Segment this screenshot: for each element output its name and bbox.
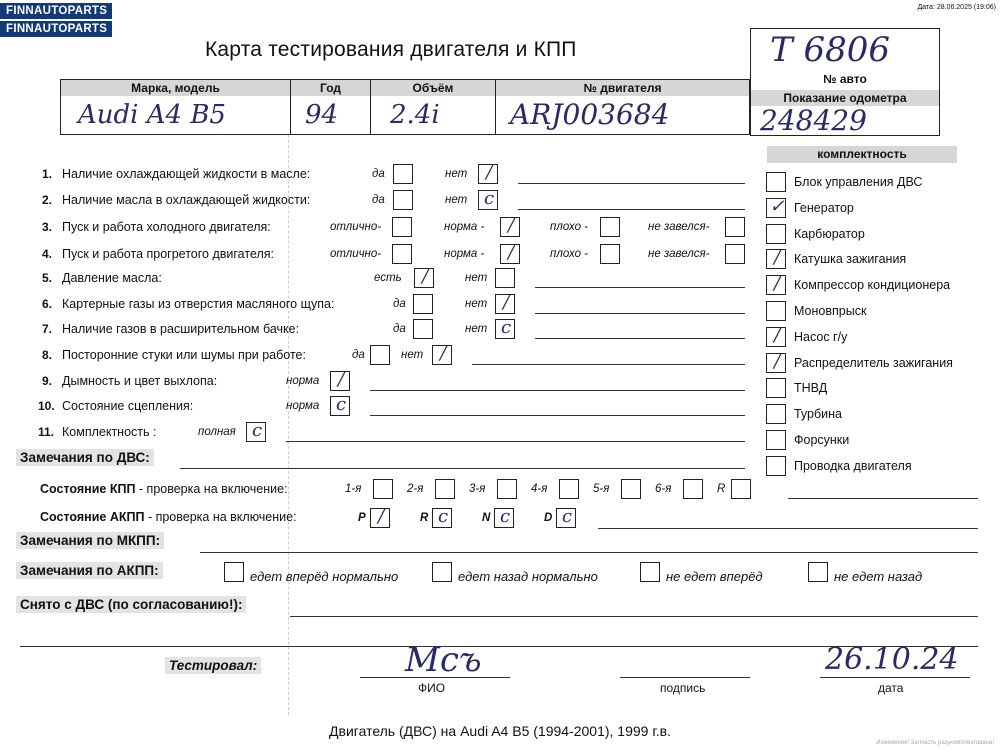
answer-line <box>370 415 745 416</box>
kit-checkbox[interactable] <box>766 301 786 321</box>
year-value: 94 <box>305 100 339 130</box>
kit-checkbox[interactable] <box>766 456 786 476</box>
gear-label: 1-я <box>345 483 362 495</box>
divider <box>370 79 371 135</box>
kit-mark: / <box>773 273 781 295</box>
option-label: да <box>393 323 406 335</box>
remarks-dvs-label: Замечания по ДВС: <box>16 449 154 466</box>
answer-line <box>535 313 745 314</box>
question-number: 4. <box>42 247 53 261</box>
gear-checkbox[interactable] <box>497 479 517 499</box>
question-number: 5. <box>42 271 53 285</box>
gear-checkbox[interactable] <box>683 479 703 499</box>
option-label: норма <box>286 375 320 387</box>
kit-checkbox[interactable] <box>766 430 786 450</box>
gear-label: 6-я <box>655 483 672 495</box>
question-number: 8. <box>42 348 53 362</box>
gear-checkbox[interactable] <box>373 479 393 499</box>
date-stamp: Дата: 28.06.2025 (19:06) <box>917 4 996 11</box>
option-label: плохо - <box>550 248 588 260</box>
kit-item-label: ТНВД <box>794 381 828 396</box>
answer-checkbox[interactable] <box>725 217 745 237</box>
akpp-option-checkbox[interactable] <box>224 562 244 582</box>
kit-item-label: Моновпрыск <box>794 304 867 318</box>
akpp-option-checkbox[interactable] <box>432 562 452 582</box>
question-number: 3. <box>42 220 53 234</box>
kpp-line <box>788 498 978 499</box>
question-text: Давление масла: <box>62 271 162 285</box>
kit-checkbox[interactable] <box>766 378 786 398</box>
signature-name: Мсъ <box>405 640 482 680</box>
sign-caption: подпись <box>660 681 706 695</box>
kit-item-label: Насос г/у <box>794 329 848 344</box>
divider <box>495 79 496 135</box>
option-label: плохо - <box>550 221 588 233</box>
kit-checkbox[interactable] <box>766 224 786 244</box>
question-text: Наличие масла в охлаждающей жидкости: <box>62 193 311 207</box>
kit-mark: ✓ <box>769 195 785 217</box>
question-number: 9. <box>42 374 53 388</box>
remarks-dvs-line <box>180 468 745 469</box>
kpp-label-bold: Состояние КПП <box>40 482 136 496</box>
answer-line <box>472 364 745 365</box>
option-label: нет <box>465 298 488 310</box>
form-title: Карта тестирования двигателя и КПП <box>205 38 577 61</box>
answer-mark: c <box>500 317 512 338</box>
remarks-mkpp-line <box>200 552 978 553</box>
gear-label: 3-я <box>469 483 486 495</box>
option-label: отлично- <box>330 248 382 260</box>
answer-checkbox[interactable] <box>600 217 620 237</box>
option-label: да <box>352 349 365 361</box>
col-model: Марка, модель <box>61 80 290 96</box>
kit-mark: / <box>773 324 781 346</box>
question-text: Комплектность : <box>62 425 157 439</box>
gear-label: 5-я <box>593 483 610 495</box>
akpp-option-label: едет вперёд нормально <box>250 569 399 584</box>
auto-number-label: № авто <box>751 71 939 87</box>
kit-item-label: Генератор <box>794 200 854 215</box>
akpp-gear-label: R <box>420 512 429 524</box>
kit-item-label: Турбина <box>794 407 842 422</box>
question-number: 1. <box>42 167 53 181</box>
option-label: полная <box>198 426 236 438</box>
question-text: Состояние сцепления: <box>62 399 194 413</box>
option-label: есть <box>374 272 402 284</box>
akpp-option-checkbox[interactable] <box>808 562 828 582</box>
date-line <box>820 677 970 678</box>
akpp-gear-label: D <box>544 512 553 524</box>
akpp-option-label: едет назад нормально <box>458 569 598 584</box>
gear-checkbox[interactable] <box>731 479 751 499</box>
col-volume: Объём <box>371 80 495 96</box>
kpp-label <box>40 482 288 496</box>
gear-checkbox[interactable] <box>559 479 579 499</box>
remarks-mkpp-label: Замечания по МКПП: <box>16 532 164 549</box>
answer-checkbox[interactable] <box>392 217 412 237</box>
question-number: 2. <box>42 193 53 207</box>
question-text: Пуск и работа прогретого двигателя: <box>62 247 274 261</box>
removed-label: Снято с ДВС (по согласованию!): <box>16 596 246 613</box>
answer-checkbox[interactable] <box>393 190 413 210</box>
akpp-option-checkbox[interactable] <box>640 562 660 582</box>
watermark: Изменение! Запчасть разукомплектована! <box>876 740 994 746</box>
question-number: 6. <box>42 297 53 311</box>
volume-value: 2.4i <box>390 100 440 130</box>
kit-mark: / <box>773 350 781 372</box>
answer-checkbox[interactable] <box>370 345 390 365</box>
option-label: нет <box>401 349 424 361</box>
fio-line <box>360 677 510 678</box>
akpp-option-label: не едет вперёд <box>666 569 763 584</box>
answer-line <box>518 183 745 184</box>
question-text: Посторонние стуки или шумы при работе: <box>62 348 306 362</box>
akpp-gear-mark: / <box>377 506 385 527</box>
option-label: норма - <box>444 221 485 233</box>
option-label: не завелся- <box>648 248 710 260</box>
gear-label: 2-я <box>407 483 424 495</box>
akpp-label-bold: Состояние АКПП <box>40 510 145 524</box>
kit-item-label: Карбюратор <box>794 226 865 241</box>
kit-item-label: Форсунки <box>794 433 850 447</box>
kit-item-label: Распределитель зажигания <box>794 355 953 370</box>
answer-checkbox[interactable] <box>600 244 620 264</box>
akpp-gear-mark: c <box>499 506 511 527</box>
remarks-akpp-label: Замечания по АКПП: <box>16 562 163 579</box>
akpp-line <box>598 528 978 529</box>
answer-checkbox[interactable] <box>413 319 433 339</box>
answer-mark: c <box>483 188 495 209</box>
question-number: 7. <box>42 322 53 336</box>
akpp-label <box>40 510 297 524</box>
divider <box>290 79 291 135</box>
option-label: нет <box>465 272 488 284</box>
kit-item-label: Катушка зажигания <box>794 252 907 267</box>
answer-mark: / <box>485 162 493 183</box>
gear-checkbox[interactable] <box>621 479 641 499</box>
question-text: Пуск и работа холодного двигателя: <box>62 220 271 234</box>
gear-checkbox[interactable] <box>435 479 455 499</box>
question-text: Наличие газов в расширительном бачке: <box>62 322 300 336</box>
kit-mark: / <box>773 247 781 269</box>
answer-mark: / <box>337 369 345 390</box>
answer-checkbox[interactable] <box>725 244 745 264</box>
removed-line <box>290 616 978 617</box>
akpp-label-rest: - проверка на включение: <box>144 510 297 524</box>
akpp-option-label: не едет назад <box>834 569 923 584</box>
question-text: Наличие охлаждающей жидкости в масле: <box>62 167 311 181</box>
kit-item-label: Проводка двигателя <box>794 458 912 473</box>
engine-no-value: ARJ003684 <box>510 98 670 131</box>
kit-checkbox[interactable] <box>766 172 786 192</box>
odometer-value: 248429 <box>760 104 867 137</box>
sign-line <box>620 677 750 678</box>
answer-mark: / <box>421 266 429 287</box>
gear-label: 4-я <box>531 483 548 495</box>
answer-line <box>286 441 745 442</box>
gear-label: R <box>717 483 726 495</box>
answer-checkbox[interactable] <box>392 244 412 264</box>
option-label: не завелся- <box>648 221 710 233</box>
question-number: 10. <box>38 399 55 413</box>
option-label: нет <box>445 168 468 180</box>
kit-title: комплектность <box>767 146 957 163</box>
col-engine-no: № двигателя <box>496 80 749 96</box>
model-value: Audi A4 B5 <box>78 100 226 130</box>
fio-caption: ФИО <box>418 681 446 695</box>
kit-item-label: Компрессор кондиционера <box>794 278 951 293</box>
brand-logo-top: FINNAUTOPARTS <box>0 3 112 19</box>
akpp-gear-label: N <box>482 512 491 524</box>
option-label: да <box>372 194 385 206</box>
answer-mark: / <box>507 215 515 236</box>
answer-checkbox[interactable] <box>393 164 413 184</box>
kit-checkbox[interactable] <box>766 404 786 424</box>
odometer-label: Показание одометра <box>751 90 939 106</box>
answer-mark: / <box>439 343 447 364</box>
option-label: нет <box>445 194 468 206</box>
answer-line <box>518 209 745 210</box>
answer-mark: / <box>502 292 510 313</box>
signature-date: 26.10.24 <box>825 642 959 677</box>
option-label: нет <box>465 323 488 335</box>
answer-mark: c <box>251 420 263 441</box>
answer-mark: c <box>335 394 347 415</box>
answer-line <box>535 287 745 288</box>
answer-line <box>535 338 745 339</box>
kpp-label-rest: - проверка на включение: <box>135 482 288 496</box>
answer-checkbox[interactable] <box>495 268 515 288</box>
option-label: норма - <box>444 248 485 260</box>
akpp-gear-mark: c <box>561 506 573 527</box>
answer-mark: / <box>507 242 515 263</box>
option-label: да <box>393 298 406 310</box>
kit-item-label: Блок управления ДВС <box>794 175 923 189</box>
brand-logo-bottom: FINNAUTOPARTS <box>0 21 112 37</box>
date-caption: дата <box>878 681 904 695</box>
option-label: норма <box>286 400 320 412</box>
akpp-gear-mark: c <box>437 506 449 527</box>
col-year: Год <box>291 80 370 96</box>
auto-number: T 6806 <box>770 30 891 70</box>
akpp-gear-label: P <box>358 512 366 524</box>
tested-label: Тестировал: <box>165 657 261 674</box>
question-text: Дымность и цвет выхлопа: <box>62 374 218 388</box>
answer-checkbox[interactable] <box>413 294 433 314</box>
option-label: отлично- <box>330 221 382 233</box>
question-text: Картерные газы из отверстия масляного щупа: <box>62 297 335 311</box>
photo-caption: Двигатель (ДВС) на Audi A4 B5 (1994-2001), 1999 г.в. <box>329 723 671 739</box>
option-label: да <box>372 168 385 180</box>
question-number: 11. <box>38 425 55 439</box>
answer-line <box>370 390 745 391</box>
